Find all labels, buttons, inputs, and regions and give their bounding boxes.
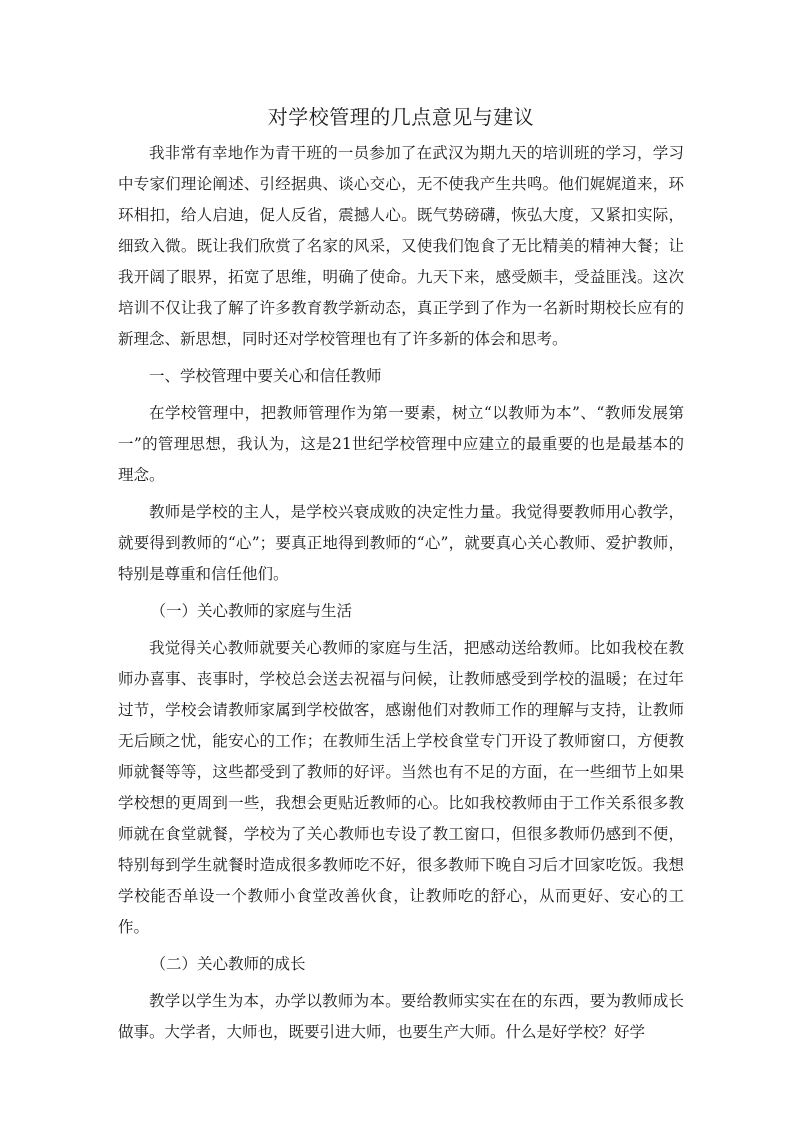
body-paragraph-growth: 教学以学生为本，办学以教师为本。要给教师实实在在的东西，要为教师成长做事。大学者，大师也，既要引进大师，也要生产大师。什么是好学校？好学 (118, 992, 684, 1041)
document-page (118, 100, 684, 1054)
subsection-heading-growth: （二）关心教师的成长 (150, 955, 306, 973)
document-title: 对学校管理的几点意见与建议 (267, 105, 535, 129)
body-paragraph-teacher-heart: 教师是学校的主人，是学校兴衰成败的决定性力量。我觉得要教师用心教学，就要得到教师的“心”；要真正地得到教师的“心”，就要真心关心教师、爱护教师，特别是尊重和信任他们。 (118, 503, 684, 583)
body-paragraph-family-life: 我觉得关心教师就要关心教师的家庭与生活，把感动送给教师。比如我校在教师办喜事、丧事时，学校总会送去祝福与问候，让教师感受到学校的温暖；在过年过节，学校会请教师家属到学校做客，感谢他们对教师工作的理解与支持，让教师无后顾之忧，能安心的工作；在教师生活上学校食堂专门开设了教师窗口，方便教师就餐等等，这些都受到了教师的好评。当然也有不足的方面，在一些细节上如果学校想的更周到一些，我想会更贴近教师的心。比如我校教师由于工作关系很多教师就在食堂就餐，学校为了关心教师也专设了教工窗口，但很多教师仍感到不便，特别每到学生就餐时造成很多教师吃不好，很多教师下晚自习后才回家吃饭。我想学校能否单设一个教师小食堂改善伙食，让教师吃的舒心，从而更好、安心的工作。 (118, 639, 684, 936)
subsection-heading-family-life: （一）关心教师的家庭与生活 (150, 602, 353, 620)
intro-paragraph: 我非常有幸地作为青干班的一员参加了在武汉为期九天的培训班的学习，学习中专家们理论阐述、引经据典、谈心交心，无不使我产生共鸣。他们娓娓道来，环环相扣，给人启迪，促人反省，震撼人心。既气势磅礴，恢弘大度，又紧扣实际，细致入微。既让我们欣赏了名家的风采，又使我们饱食了无比精美的精神大餐；让我开阔了眼界，拓宽了思维，明确了使命。九天下来，感受颇丰，受益匪浅。这次培训不仅让我了解了许多教育教学新动态，真正学到了作为一名新时期校长应有的新理念、新思想，同时还对学校管理也有了许多新的体会和思考。 (118, 144, 684, 348)
body-paragraph-management-philosophy: 在学校管理中，把教师管理作为第一要素，树立“以教师为本”、“教师发展第一”的管理思想，我认为，这是21世纪学校管理中应建立的最重要的也是最基本的理念。 (118, 404, 684, 484)
section-heading-teachers: 一、学校管理中要关心和信任教师 (149, 367, 382, 385)
